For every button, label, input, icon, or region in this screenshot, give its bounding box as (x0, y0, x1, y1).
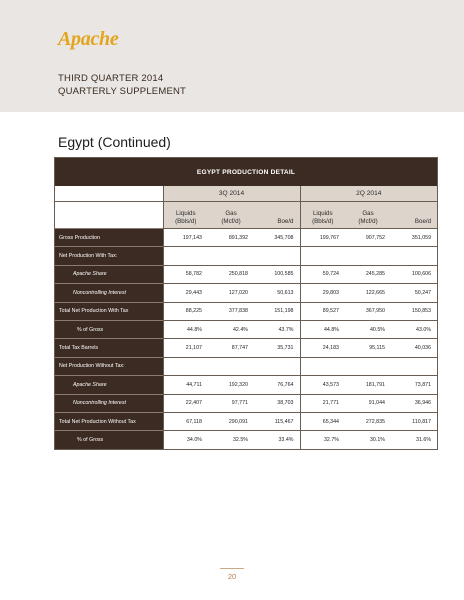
column-header-blank (55, 202, 163, 229)
column-header-line2: (Mcf/d) (221, 218, 241, 225)
table-cell: 87,747 (208, 339, 254, 357)
table-cell: 67,118 (163, 412, 208, 430)
table-cell: 197,143 (163, 229, 208, 247)
table-cell: 351,059 (391, 229, 437, 247)
table-row (55, 412, 437, 430)
table-cell: 115,467 (254, 412, 300, 430)
table-cell: 150,853 (391, 302, 437, 320)
row-label: Total Net Production Without Tax (55, 412, 163, 430)
table-cell: 21,771 (300, 394, 345, 412)
table-row (55, 376, 437, 394)
production-table (54, 157, 438, 450)
period-header-blank (55, 186, 163, 202)
table-cell: 33.4% (254, 431, 300, 449)
table-cell: 192,320 (208, 376, 254, 394)
period-header-2q: 2Q 2014 (300, 186, 437, 202)
table-cell: 36,946 (391, 394, 437, 412)
table-cell: 43.0% (391, 320, 437, 338)
table-cell: 38,703 (254, 394, 300, 412)
row-label: Noncontrolling Interest (55, 284, 163, 302)
table-cell: 95,115 (345, 339, 391, 357)
row-label: Net Production With Tax: (55, 247, 163, 265)
table-cell: 76,764 (254, 376, 300, 394)
column-header-line2: Boe/d (277, 218, 294, 225)
table-cell (208, 247, 254, 265)
table-cell: 100,606 (391, 265, 437, 283)
table-cell (345, 357, 391, 375)
table-cell: 59,724 (300, 265, 345, 283)
period-header-row (55, 186, 437, 202)
table-cell: 44.8% (163, 320, 208, 338)
table-row (55, 431, 437, 449)
table-row (55, 320, 437, 338)
table-cell: 127,020 (208, 284, 254, 302)
column-header-line1: Gas (362, 210, 374, 217)
column-header-line2: (Mcf/d) (358, 218, 378, 225)
table-cell (163, 247, 208, 265)
table-cell: 181,791 (345, 376, 391, 394)
column-header-line1: Liquids (312, 210, 333, 217)
table-row (55, 265, 437, 283)
section-title: Egypt (Continued) (58, 134, 171, 150)
table-cell: 151,198 (254, 302, 300, 320)
table-cell: 30.1% (345, 431, 391, 449)
row-label: % of Gross (55, 320, 163, 338)
column-header-line1: Gas (225, 210, 237, 217)
column-header-gas (208, 202, 254, 229)
table-cell: 24,183 (300, 339, 345, 357)
table-cell (254, 357, 300, 375)
table-cell: 31.6% (391, 431, 437, 449)
row-label: Apache Share (55, 376, 163, 394)
table-cell: 245,285 (345, 265, 391, 283)
table-cell: 35,731 (254, 339, 300, 357)
table-cell: 21,107 (163, 339, 208, 357)
column-header-line2: (Bbls/d) (312, 218, 334, 225)
table-cell: 34.0% (163, 431, 208, 449)
table-cell: 29,443 (163, 284, 208, 302)
column-header-row (55, 202, 437, 229)
table-title: EGYPT PRODUCTION DETAIL (55, 158, 437, 186)
table-cell: 29,803 (300, 284, 345, 302)
page-number: 20 (227, 572, 237, 581)
table-row (55, 247, 437, 265)
table-row (55, 284, 437, 302)
table-cell (254, 247, 300, 265)
table-cell: 42.4% (208, 320, 254, 338)
table-cell (300, 357, 345, 375)
report-title (58, 72, 186, 98)
table-cell (163, 357, 208, 375)
table-cell (391, 247, 437, 265)
footer-divider (220, 568, 244, 569)
row-label: Net Production Without Tax: (55, 357, 163, 375)
table-cell (391, 357, 437, 375)
table-cell: 345,708 (254, 229, 300, 247)
table-cell: 250,818 (208, 265, 254, 283)
column-header-gas (345, 202, 391, 229)
period-header-3q: 3Q 2014 (163, 186, 300, 202)
table-cell: 44.8% (300, 320, 345, 338)
table-cell: 50,613 (254, 284, 300, 302)
table-cell: 97,771 (208, 394, 254, 412)
column-header-line2: Boe/d (414, 218, 432, 225)
table-cell: 91,044 (345, 394, 391, 412)
column-header-boe (391, 202, 437, 229)
table-row (55, 302, 437, 320)
column-header-boe (254, 202, 300, 229)
report-title-line-2: QUARTERLY SUPPLEMENT (58, 86, 187, 97)
column-header-line2: (Bbls/d) (175, 218, 197, 225)
table-cell: 907,752 (345, 229, 391, 247)
table-cell: 122,665 (345, 284, 391, 302)
table-cell: 891,392 (208, 229, 254, 247)
row-label: Noncontrolling Interest (55, 394, 163, 412)
column-header-liquids (300, 202, 345, 229)
table-cell: 44,711 (163, 376, 208, 394)
table-title-row (55, 158, 437, 186)
table-cell: 43.7% (254, 320, 300, 338)
row-label: Total Tax Barrels (55, 339, 163, 357)
table-cell: 110,817 (391, 412, 437, 430)
table-row (55, 357, 437, 375)
column-header-line1: Liquids (175, 210, 196, 217)
row-label: Apache Share (55, 265, 163, 283)
table-cell: 40.5% (345, 320, 391, 338)
table-cell: 58,782 (163, 265, 208, 283)
table-cell (345, 247, 391, 265)
table-cell: 290,091 (208, 412, 254, 430)
apache-logo: Apache (58, 28, 119, 50)
table-cell: 50,247 (391, 284, 437, 302)
table-cell: 22,407 (163, 394, 208, 412)
table-cell: 272,835 (345, 412, 391, 430)
report-title-line-1: THIRD QUARTER 2014 (58, 73, 164, 84)
table-cell: 73,871 (391, 376, 437, 394)
table-cell: 32.5% (208, 431, 254, 449)
table-cell: 88,225 (163, 302, 208, 320)
table-cell: 40,036 (391, 339, 437, 357)
table-row (55, 339, 437, 357)
table-cell: 377,838 (208, 302, 254, 320)
column-header-liquids (163, 202, 208, 229)
row-label: Gross Production (55, 229, 163, 247)
table-cell: 43,573 (300, 376, 345, 394)
table-cell (300, 247, 345, 265)
table-cell (208, 357, 254, 375)
table-cell: 32.7% (300, 431, 345, 449)
row-label: Total Net Production With Tax (55, 302, 163, 320)
table-cell: 367,950 (345, 302, 391, 320)
table-cell: 89,527 (300, 302, 345, 320)
table-cell: 199,767 (300, 229, 345, 247)
table-cell: 100,585 (254, 265, 300, 283)
row-label: % of Gross (55, 431, 163, 449)
table-row (55, 394, 437, 412)
table-cell: 65,344 (300, 412, 345, 430)
table-row (55, 229, 437, 247)
